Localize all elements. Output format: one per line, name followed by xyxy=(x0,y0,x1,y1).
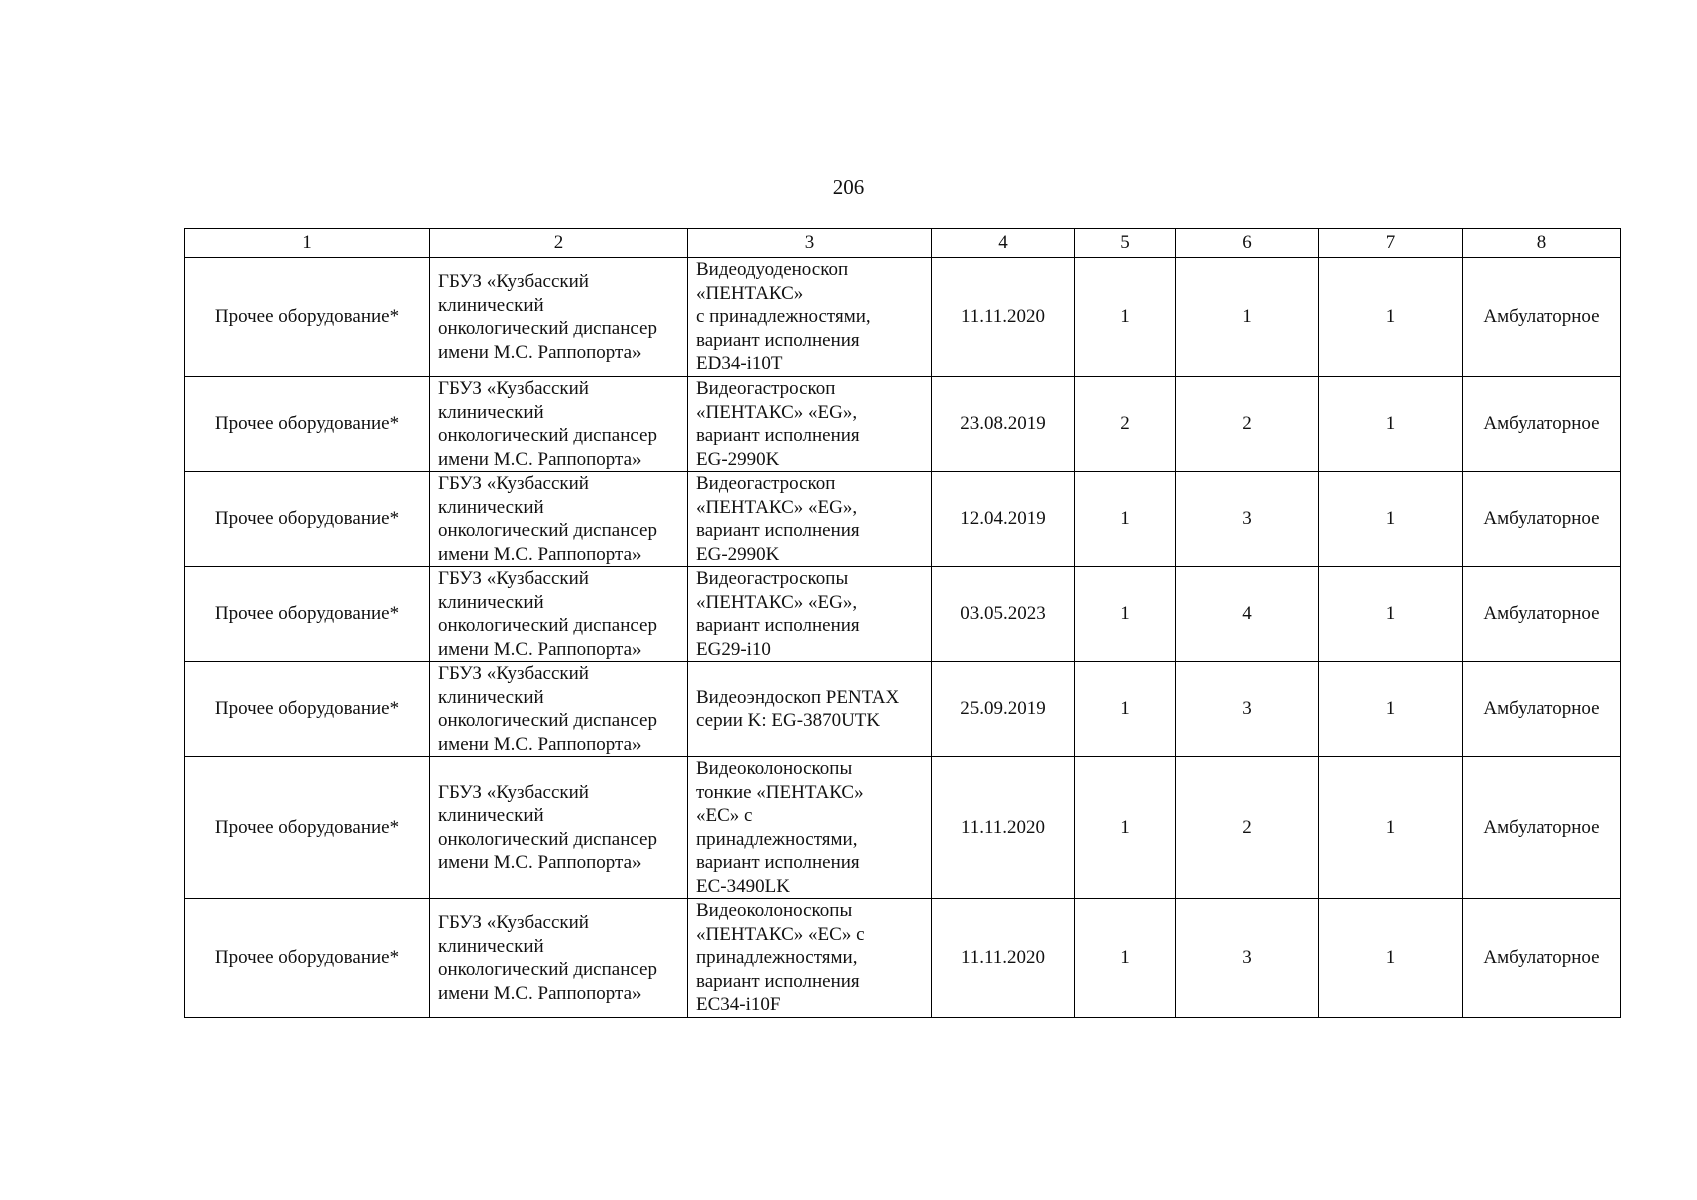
organization-cell: ГБУЗ «Кузбасский клинический онкологический диспансер имени М.С. Раппопорта» xyxy=(430,377,688,472)
date-cell: 23.08.2019 xyxy=(932,377,1075,472)
equipment-name-cell: Видеогастроскопы «ПЕНТАКС» «EG», вариант исполнения EG29-i10 xyxy=(688,567,932,662)
condition-cell: Амбулаторное xyxy=(1463,377,1621,472)
value-cell: 1 xyxy=(1319,899,1463,1018)
quantity-cell: 2 xyxy=(1075,377,1176,472)
value-cell: 1 xyxy=(1176,258,1319,377)
condition-cell: Амбулаторное xyxy=(1463,757,1621,899)
organization-cell: ГБУЗ «Кузбасский клинический онкологический диспансер имени М.С. Раппопорта» xyxy=(430,757,688,899)
organization-cell: ГБУЗ «Кузбасский клинический онкологический диспансер имени М.С. Раппопорта» xyxy=(430,662,688,757)
date-cell: 03.05.2023 xyxy=(932,567,1075,662)
equipment-name-cell: Видеогастроскоп «ПЕНТАКС» «EG», вариант исполнения EG-2990K xyxy=(688,377,932,472)
value-cell: 2 xyxy=(1176,757,1319,899)
value-cell: 1 xyxy=(1319,472,1463,567)
date-cell: 11.11.2020 xyxy=(932,757,1075,899)
equipment-type-cell: Прочее оборудование* xyxy=(185,377,430,472)
column-header: 8 xyxy=(1463,229,1621,258)
value-cell: 1 xyxy=(1319,258,1463,377)
organization-cell: ГБУЗ «Кузбасский клинический онкологический диспансер имени М.С. Раппопорта» xyxy=(430,472,688,567)
table-row xyxy=(185,377,1621,472)
condition-cell: Амбулаторное xyxy=(1463,472,1621,567)
date-cell: 11.11.2020 xyxy=(932,899,1075,1018)
equipment-type-cell: Прочее оборудование* xyxy=(185,472,430,567)
date-cell: 12.04.2019 xyxy=(932,472,1075,567)
equipment-name-cell: Видеоэндоскоп PENTAX серии K: EG-3870UTK xyxy=(688,662,932,757)
equipment-name-cell: Видеогастроскоп «ПЕНТАКС» «EG», вариант исполнения EG-2990K xyxy=(688,472,932,567)
header-row xyxy=(185,229,1621,258)
value-cell: 1 xyxy=(1319,757,1463,899)
condition-cell: Амбулаторное xyxy=(1463,899,1621,1018)
page-number: 206 xyxy=(832,175,865,199)
equipment-type-cell: Прочее оборудование* xyxy=(185,258,430,377)
table-row xyxy=(185,567,1621,662)
value-cell: 2 xyxy=(1176,377,1319,472)
equipment-name-cell: Видеоколоноскопы «ПЕНТАКС» «EC» с принадлежностями, вариант исполнения EC34-i10F xyxy=(688,899,932,1018)
organization-cell: ГБУЗ «Кузбасский клинический онкологический диспансер имени М.С. Раппопорта» xyxy=(430,899,688,1018)
table-row xyxy=(185,662,1621,757)
value-cell: 4 xyxy=(1176,567,1319,662)
condition-cell: Амбулаторное xyxy=(1463,662,1621,757)
column-header: 2 xyxy=(430,229,688,258)
equipment-type-cell: Прочее оборудование* xyxy=(185,899,430,1018)
equipment-type-cell: Прочее оборудование* xyxy=(185,567,430,662)
organization-cell: ГБУЗ «Кузбасский клинический онкологический диспансер имени М.С. Раппопорта» xyxy=(430,567,688,662)
equipment-type-cell: Прочее оборудование* xyxy=(185,662,430,757)
value-cell: 3 xyxy=(1176,662,1319,757)
organization-cell: ГБУЗ «Кузбасский клинический онкологический диспансер имени М.С. Раппопорта» xyxy=(430,258,688,377)
table-row xyxy=(185,757,1621,899)
quantity-cell: 1 xyxy=(1075,567,1176,662)
date-cell: 25.09.2019 xyxy=(932,662,1075,757)
value-cell: 1 xyxy=(1319,662,1463,757)
equipment-name-cell: Видеоколоноскопы тонкие «ПЕНТАКС» «EC» с принадлежностями, вариант исполнения EC-3490LK xyxy=(688,757,932,899)
table-row xyxy=(185,472,1621,567)
quantity-cell: 1 xyxy=(1075,258,1176,377)
quantity-cell: 1 xyxy=(1075,662,1176,757)
table-row xyxy=(185,899,1621,1018)
condition-cell: Амбулаторное xyxy=(1463,258,1621,377)
column-header: 1 xyxy=(185,229,430,258)
column-header: 3 xyxy=(688,229,932,258)
equipment-type-cell: Прочее оборудование* xyxy=(185,757,430,899)
quantity-cell: 1 xyxy=(1075,757,1176,899)
quantity-cell: 1 xyxy=(1075,472,1176,567)
column-header: 7 xyxy=(1319,229,1463,258)
table-row xyxy=(185,258,1621,377)
date-cell: 11.11.2020 xyxy=(932,258,1075,377)
column-header: 6 xyxy=(1176,229,1319,258)
value-cell: 1 xyxy=(1319,567,1463,662)
equipment-table xyxy=(184,228,1621,1018)
column-header: 4 xyxy=(932,229,1075,258)
value-cell: 1 xyxy=(1319,377,1463,472)
quantity-cell: 1 xyxy=(1075,899,1176,1018)
value-cell: 3 xyxy=(1176,899,1319,1018)
equipment-name-cell: Видеодуоденоскоп «ПЕНТАКС» с принадлежностями, вариант исполнения ED34-i10T xyxy=(688,258,932,377)
condition-cell: Амбулаторное xyxy=(1463,567,1621,662)
value-cell: 3 xyxy=(1176,472,1319,567)
column-header: 5 xyxy=(1075,229,1176,258)
